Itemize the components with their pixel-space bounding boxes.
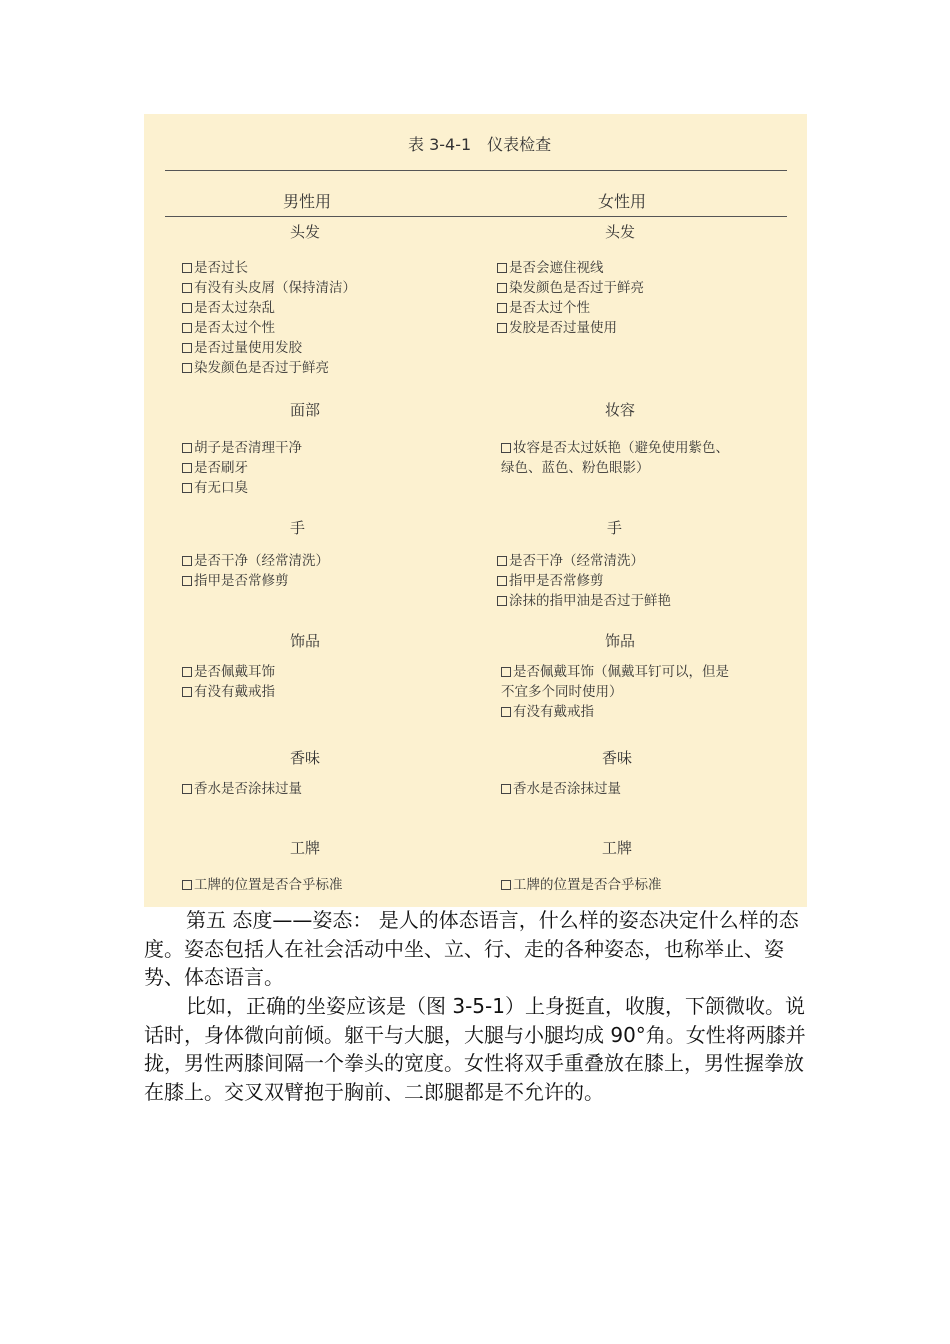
section-title-female-badge: 工牌 [602, 839, 633, 857]
checklist-item-continuation: 绿色、蓝色、粉色眼影） [501, 460, 650, 476]
checklist-item: 是否干净（经常清洗） [182, 551, 329, 571]
checklist-item: 是否刷牙 [182, 458, 302, 478]
checkbox-icon [182, 363, 192, 373]
table-caption: 表 3-4-1 仪表检查 [408, 135, 552, 154]
checkbox-icon [182, 283, 192, 293]
checkbox-icon [501, 784, 511, 794]
checklist-item: 工牌的位置是否合乎标准 [501, 875, 662, 895]
column-header-female: 女性用 [598, 192, 647, 211]
checkbox-icon [182, 263, 192, 273]
checkbox-icon [182, 463, 192, 473]
checklist-item: 胡子是否清理干净 [182, 438, 302, 458]
section-title-male-badge: 工牌 [290, 839, 321, 857]
checklist-item: 香水是否涂抹过量 [501, 779, 621, 799]
section-title-male-accessory: 饰品 [290, 632, 321, 650]
checkbox-icon [182, 687, 192, 697]
checklist-female-makeup [501, 438, 729, 478]
checklist-item: 妆容是否太过妖艳（避免使用紫色、 [501, 438, 729, 458]
section-title-male-scent: 香味 [290, 749, 321, 767]
checklist-male-badge [182, 875, 343, 895]
checkbox-icon [182, 483, 192, 493]
checklist-female-hand [497, 551, 671, 611]
checkbox-icon [182, 576, 192, 586]
checkbox-icon [182, 303, 192, 313]
checkbox-icon [182, 556, 192, 566]
checklist-item: 是否佩戴耳饰（佩戴耳钉可以，但是 [501, 662, 729, 682]
top-rule [165, 170, 787, 171]
checklist-female-accessory [501, 662, 729, 722]
checklist-female-scent [501, 779, 621, 799]
section-title-male-hand: 手 [290, 519, 306, 537]
checklist-item: 有没有头皮屑（保持清洁） [182, 278, 356, 298]
body-paragraph-sitting-posture: 比如，正确的坐姿应该是（图 3-5-1）上身挺直，收腹，下颌微收。说话时，身体微向前倾。躯干与大腿，大腿与小腿均成 90°角。女性将两膝并拢，男性两膝间隔一个拳头的宽度。女性将双手重叠放在膝上，男性握拳放在膝上。交叉双臂抱于胸前、二郎腿都是不允许的。 [144, 994, 806, 1104]
checklist-item: 有没有戴戒指 [501, 702, 729, 722]
section-title-male-face: 面部 [290, 401, 321, 419]
checkbox-icon [501, 707, 511, 717]
column-header-male: 男性用 [283, 192, 332, 211]
checkbox-icon [182, 323, 192, 333]
checklist-item: 是否太过杂乱 [182, 298, 356, 318]
checklist-item: 染发颜色是否过于鲜亮 [182, 358, 356, 378]
section-title-male-hair: 头发 [290, 223, 321, 241]
checkbox-icon [501, 667, 511, 677]
checklist-item: 是否佩戴耳饰 [182, 662, 275, 682]
checklist-item: 工牌的位置是否合乎标准 [182, 875, 343, 895]
checklist-male-hair [182, 258, 356, 378]
section-title-female-hair: 头发 [605, 223, 636, 241]
checklist-item: 指甲是否常修剪 [497, 571, 671, 591]
section-title-female-makeup: 妆容 [605, 401, 636, 419]
checkbox-icon [182, 343, 192, 353]
checkbox-icon [497, 263, 507, 273]
checklist-item: 是否太过个性 [182, 318, 356, 338]
checkbox-icon [497, 576, 507, 586]
checkbox-icon [497, 323, 507, 333]
checkbox-icon [497, 283, 507, 293]
checkbox-icon [497, 303, 507, 313]
checkbox-icon [182, 784, 192, 794]
checklist-item: 发胶是否过量使用 [497, 318, 644, 338]
checkbox-icon [497, 596, 507, 606]
section-title-female-accessory: 饰品 [605, 632, 636, 650]
section-title-female-hand: 手 [607, 519, 623, 537]
checklist-item: 有没有戴戒指 [182, 682, 275, 702]
checklist-item: 有无口臭 [182, 478, 302, 498]
checkbox-icon [182, 880, 192, 890]
header-rule [165, 216, 787, 217]
checklist-male-accessory [182, 662, 275, 702]
section-title-female-scent: 香味 [602, 749, 633, 767]
checklist-female-hair [497, 258, 644, 338]
body-paragraph-attitude: 第五 态度——姿态： 是人的体态语言，什么样的姿态决定什么样的态度。姿态包括人在社会活动中坐、立、行、走的各种姿态，也称举止、姿势、体态语言。 [144, 908, 799, 989]
checklist-item-continuation: 不宜多个同时使用） [501, 684, 623, 700]
checklist-item: 是否过量使用发胶 [182, 338, 356, 358]
checklist-item: 涂抹的指甲油是否过于鲜艳 [497, 591, 671, 611]
inspection-table [144, 114, 807, 907]
checkbox-icon [501, 880, 511, 890]
checklist-male-scent [182, 779, 302, 799]
checklist-item: 是否会遮住视线 [497, 258, 644, 278]
checklist-item: 染发颜色是否过于鲜亮 [497, 278, 644, 298]
checklist-male-hand [182, 551, 329, 591]
checklist-item: 是否太过个性 [497, 298, 644, 318]
checkbox-icon [182, 667, 192, 677]
checklist-male-face [182, 438, 302, 498]
checklist-item: 是否干净（经常清洗） [497, 551, 671, 571]
checklist-item: 指甲是否常修剪 [182, 571, 329, 591]
checkbox-icon [182, 443, 192, 453]
checkbox-icon [497, 556, 507, 566]
checklist-female-badge [501, 875, 662, 895]
checklist-item: 是否过长 [182, 258, 356, 278]
checkbox-icon [501, 443, 511, 453]
checklist-item: 香水是否涂抹过量 [182, 779, 302, 799]
